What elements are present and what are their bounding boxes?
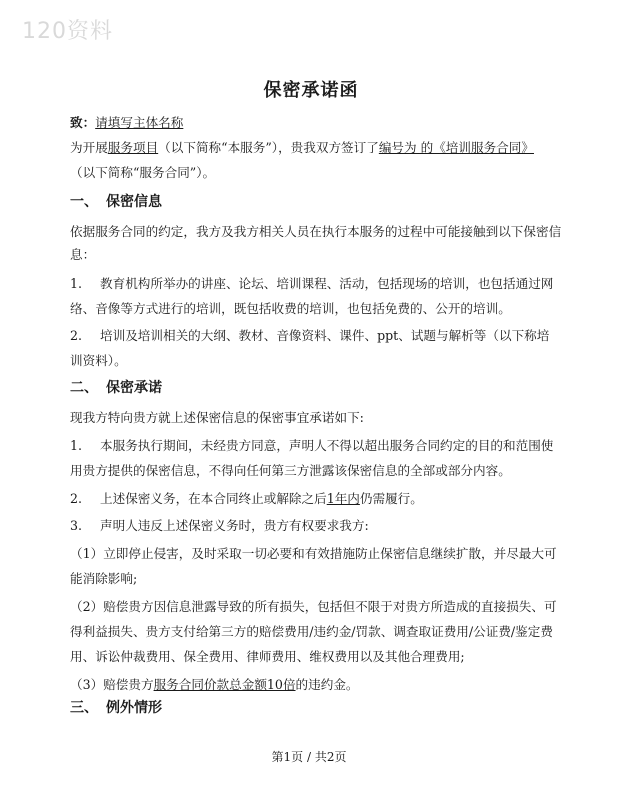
page-title: 保密承诺函 bbox=[263, 80, 359, 101]
section-heading-3 bbox=[70, 696, 162, 720]
item-duration: 1年内 bbox=[326, 491, 360, 506]
section-heading-1 bbox=[70, 190, 162, 214]
item-text: 上述保密义务，在本合同终止或解除之后 bbox=[100, 491, 327, 506]
sub-item-1 bbox=[70, 541, 557, 567]
intro-service: 服务项目 bbox=[107, 140, 159, 155]
sub-item-text: 赔偿贵方 bbox=[103, 677, 154, 692]
item-text: 声明人违反上述保密义务时，贵方有权要求我方: bbox=[100, 518, 369, 533]
intro-contract: 编号为 的《培训服务合同》 bbox=[378, 140, 534, 155]
sub-item-1-cont: 能消除影响; bbox=[70, 571, 138, 586]
page-footer: 第1页 / 共2页 bbox=[271, 750, 347, 764]
watermark-logo: 120资料 bbox=[22, 19, 113, 44]
item-text: 本服务执行期间，未经贵方同意，声明人不得以超出服务合同约定的目的和范围使 bbox=[100, 438, 554, 453]
sub-item-text-end: 的违约金。 bbox=[295, 677, 359, 692]
item-text: 教育机构所举办的讲座、论坛、培训课程、活动，包括现场的培训，也包括通过网 bbox=[100, 276, 554, 291]
intro-line-2: （以下简称“服务合同”）。 bbox=[70, 165, 216, 180]
section1-lead: 依据服务合同的约定，我方及我方相关人员在执行本服务的过程中可能接触到以下保密信 bbox=[70, 224, 562, 239]
section-number: 二、 bbox=[70, 380, 98, 396]
sub-item-2-cont-2: 用、诉讼仲裁费用、保全费用、律师费用、维权费用以及其他合理费用; bbox=[70, 649, 465, 664]
section-heading-2 bbox=[70, 376, 162, 400]
section1-item-1-cont: 络、音像等方式进行的培训，既包括收费的培训，也包括免费的、公开的培训。 bbox=[70, 301, 511, 316]
intro-text-b: （以下简称“本服务”），贵我双方签订了 bbox=[158, 140, 379, 155]
section1-item-2-cont: 训资料）。 bbox=[70, 353, 127, 368]
addressee-label: 致： bbox=[70, 115, 96, 130]
sub-item-number: （1） bbox=[70, 546, 104, 561]
sub-item-number: （3） bbox=[70, 677, 104, 692]
sub-item-text: 立即停止侵害，及时采取一切必要和有效措施防止保密信息继续扩散，并尽最大可 bbox=[103, 546, 557, 561]
section-number: 三、 bbox=[70, 700, 98, 716]
section2-item-1-cont: 用贵方提供的保密信息，不得向任何第三方泄露该保密信息的全部或部分内容。 bbox=[70, 463, 511, 478]
intro-text-a: 为开展 bbox=[70, 140, 108, 155]
section-title: 保密承诺 bbox=[106, 380, 162, 396]
section2-item-1 bbox=[70, 433, 552, 459]
sub-item-2-cont-1: 得利益损失、贵方支付给第三方的赔偿费用/违约金/罚款、调查取证费用/公证费/鉴定费 bbox=[70, 624, 553, 639]
item-number: 2. bbox=[70, 491, 83, 506]
sub-item-2 bbox=[70, 594, 557, 620]
section1-item-1 bbox=[70, 271, 552, 297]
section2-item-2 bbox=[70, 486, 552, 512]
item-number: 2. bbox=[70, 328, 83, 343]
item-number: 1. bbox=[70, 438, 83, 453]
intro-line-1 bbox=[70, 135, 552, 161]
sub-item-number: （2） bbox=[70, 599, 104, 614]
item-number: 1. bbox=[70, 276, 83, 291]
section-title: 保密信息 bbox=[106, 194, 162, 210]
section2-lead: 现我方特向贵方就上述保密信息的保密事宜承诺如下: bbox=[70, 410, 364, 425]
section2-item-3 bbox=[70, 513, 552, 539]
item-text-end: 仍需履行。 bbox=[359, 491, 423, 506]
section1-item-2 bbox=[70, 323, 552, 349]
sub-item-text: 赔偿贵方因信息泄露导致的所有损失，包括但不限于对贵方所造成的直接损失、可 bbox=[103, 599, 557, 614]
item-text: 培训及培训相关的大纲、教材、音像资料、课件、ppt、试题与解析等（以下称培 bbox=[100, 328, 550, 343]
addressee-name: 请填写主体名称 bbox=[95, 115, 184, 130]
section1-lead-2: 息： bbox=[70, 247, 96, 262]
section-number: 一、 bbox=[70, 194, 98, 210]
section-title: 例外情形 bbox=[106, 700, 162, 716]
sub-item-3 bbox=[70, 672, 552, 698]
item-number: 3. bbox=[70, 518, 83, 533]
addressee-line bbox=[70, 110, 552, 136]
penalty-amount: 服务合同价款总金额10倍 bbox=[153, 677, 296, 692]
